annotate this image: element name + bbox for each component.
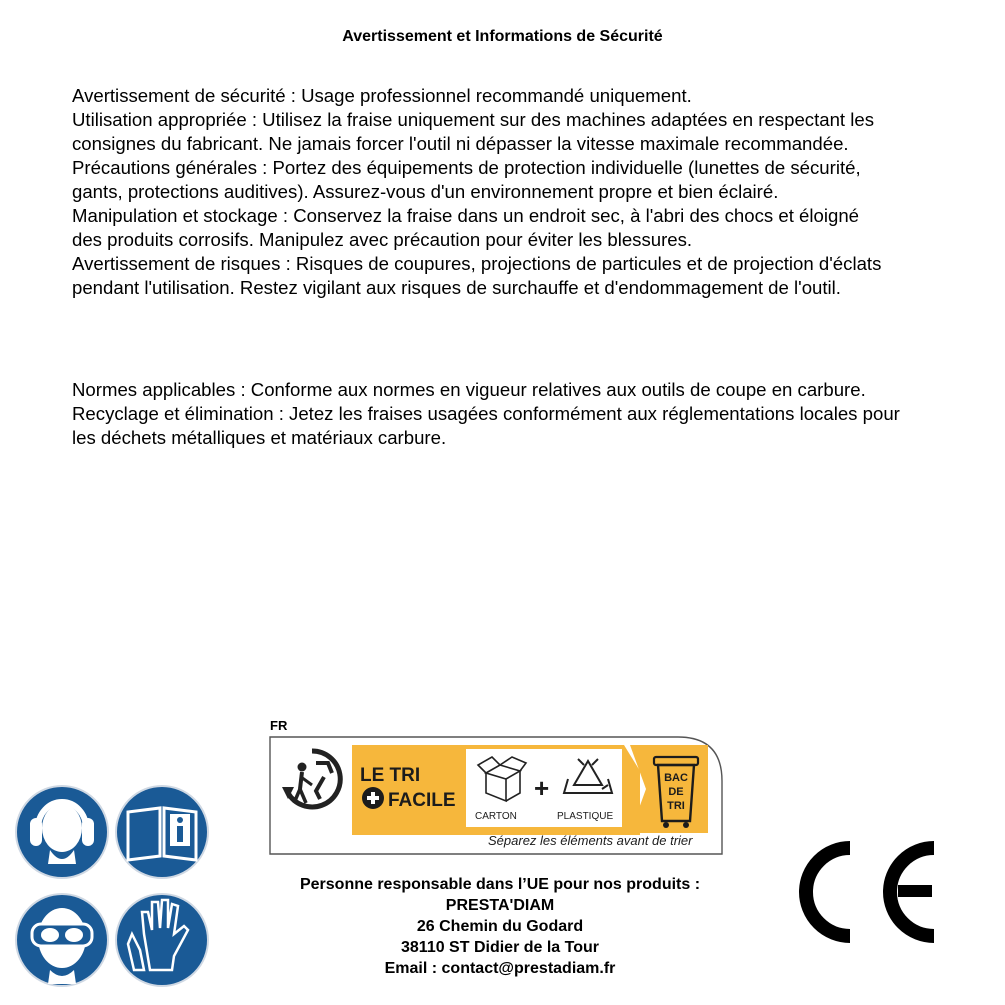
responsible-person-block [240,874,760,979]
bin-text: DE [668,786,684,798]
triman-footer: Séparez les éléments avant de trier [488,833,693,848]
company-name: PRESTA'DIAM [445,897,555,914]
text-line: Normes applicables : Conforme aux normes en vigueur relatives aux outils de coupe en carbure. [72,379,866,400]
text-line: consignes du fabricant. Ne jamais forcer l'outil ni dépasser la vitesse maximale recommandée. [72,133,849,154]
ear-protection-icon [16,786,108,878]
triman-line1: LE TRI [360,765,421,786]
standards-paragraph [72,378,982,450]
text-line: Utilisation appropriée : Utilisez la fraise uniquement sur des machines adaptées en respectant les [72,109,875,130]
text-line: gants, protections auditives). Assurez-vous d'un environnement propre et bien éclairé. [72,181,779,202]
address-line: 26 Chemin du Godard [416,918,584,935]
text-line: pendant l'utilisation. Restez vigilant aux risques de surchauffe et d'endommagement de l'outil. [72,277,841,298]
text-line: Précautions générales : Portez des équipements de protection individuelle (lunettes de sécurité, [72,157,861,178]
protective-gloves-icon [116,894,208,986]
plastique-label: PLASTIQUE [557,811,614,822]
safety-pictograms [14,784,214,989]
safety-paragraph [72,84,982,300]
text-line: Avertissement de risques : Risques de coupures, projections de particules et de projection d'éclats [72,253,882,274]
contact-line: Personne responsable dans l’UE pour nos produits : [299,876,701,893]
read-manual-icon [116,786,208,878]
ce-mark-icon [798,840,944,944]
text-line: les déchets métalliques et matériaux carbure. [72,427,447,448]
text-line: Avertissement de sécurité : Usage professionnel recommandé uniquement. [72,85,692,106]
triman-line2: FACILE [388,790,456,811]
text-line: Manipulation et stockage : Conservez la fraise dans un endroit sec, à l'abri des chocs et éloigné [72,205,860,226]
text-line: Recyclage et élimination : Jetez les fraises usagées conformément aux réglementations locales pour [72,403,900,424]
page-title: Avertissement et Informations de Sécurité [342,28,663,45]
triman-recycling-label [268,735,724,859]
email-line: Email : contact@prestadiam.fr [384,960,616,977]
address-line: 38110 ST Didier de la Tour [401,939,599,956]
plus-icon: + [534,773,550,803]
text-line: des produits corrosifs. Manipulez avec précaution pour éviter les blessures. [72,229,693,250]
bin-text: BAC [664,772,688,784]
bin-text: TRI [667,800,685,812]
safety-glasses-icon [16,894,108,986]
country-label: FR [270,718,288,733]
carton-label: CARTON [475,811,517,822]
